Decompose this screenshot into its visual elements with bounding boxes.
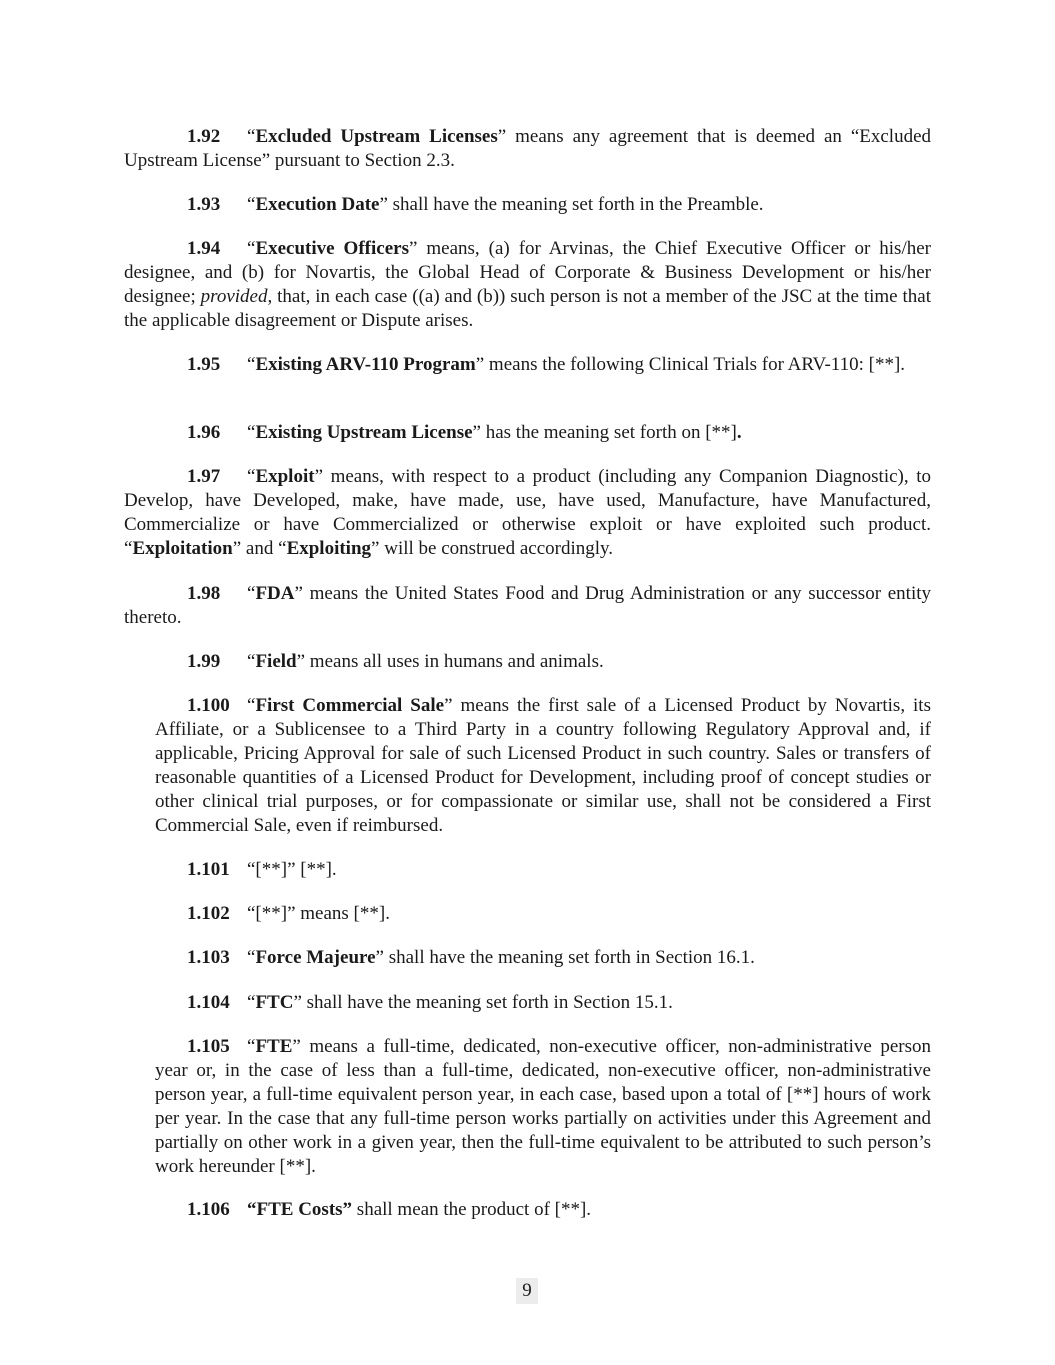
defined-term: Field xyxy=(255,651,297,672)
definition-1-96: 1.96 “Existing Upstream License” has the meaning set forth on [**]. xyxy=(187,422,742,443)
definition-1-106: 1.106 “FTE Costs” shall mean the product of [**]. xyxy=(187,1199,592,1220)
defined-term: Exploitation xyxy=(132,538,233,559)
section-number: 1.100 xyxy=(187,695,230,716)
section-number: 1.96 xyxy=(187,422,221,443)
defined-term: Exploiting xyxy=(286,538,372,559)
italic-term: provided xyxy=(200,286,268,307)
defined-term: Existing Upstream License xyxy=(255,422,473,443)
definition-1-100: 1.100 “First Commercial Sale” means the first sale of a Licensed Product by Novartis, its Affiliate, or a Sublicensee to a Third Party in a country following Regulatory Approval and, if applicable, Pricing Approval for sale of such Licensed Product in such country. Sales or transfers of reasonable quantities of a Licensed Product for Development, including proof of concept studies or other clinical trial purposes, or for compassionate or similar use, shall not be considered a First Commercial Sale, even if reimbursed. xyxy=(155,695,931,836)
section-number: 1.102 xyxy=(187,903,230,924)
definition-1-97: 1.97 “Exploit” means, with respect to a product (including any Companion Diagnostic), to Develop, have Developed, make, have made, use, have used, Manufacture, have Manufactured, Commercialize or have Commercialized or otherwise exploit or have exploited such product. “Exploitation” and “Exploiting” will be construed accordingly. xyxy=(124,466,931,559)
section-number: 1.98 xyxy=(187,583,221,604)
section-number: 1.94 xyxy=(187,238,221,259)
definition-1-93: 1.93 “Execution Date” shall have the meaning set forth in the Preamble. xyxy=(187,194,764,215)
definition-1-103: 1.103 “Force Majeure” shall have the meaning set forth in Section 16.1. xyxy=(187,947,755,968)
section-number: 1.101 xyxy=(187,859,230,880)
defined-term: FDA xyxy=(255,583,295,604)
section-number: 1.95 xyxy=(187,354,221,375)
section-number: 1.93 xyxy=(187,194,221,215)
defined-term: “FTE Costs” xyxy=(247,1199,353,1220)
section-number: 1.92 xyxy=(187,126,221,147)
definition-1-92: 1.92 “Excluded Upstream Licenses” means any agreement that is deemed an “Excluded Upstream License” pursuant to Section 2.3. xyxy=(124,126,931,171)
definition-1-101: 1.101 “[**]” [**]. xyxy=(187,859,337,880)
definition-1-95: 1.95 “Existing ARV-110 Program” means the following Clinical Trials for ARV-110: [**]. xyxy=(187,354,906,375)
definition-1-105: 1.105 “FTE” means a full-time, dedicated, non-executive officer, non-administrative person year or, in the case of less than a full-time, dedicated, non-executive officer, non-administrative person year, a full-time equivalent person year, in each case, based upon a total of [**] hours of work per year. In the case that any full-time person works partially on activities under this Agreement and partially on other work in a given year, then the full-time equivalent to be attributed to such person’s work hereunder [**]. xyxy=(155,1036,931,1177)
defined-term: Force Majeure xyxy=(255,947,376,968)
defined-term: Exploit xyxy=(255,466,315,487)
definition-1-104: 1.104 “FTC” shall have the meaning set forth in Section 15.1. xyxy=(187,992,673,1013)
defined-term: Executive Officers xyxy=(255,238,409,259)
definition-1-98: 1.98 “FDA” means the United States Food and Drug Administration or any successor entity thereto. xyxy=(124,583,931,628)
defined-term: Existing ARV-110 Program xyxy=(255,354,476,375)
definition-1-102: 1.102 “[**]” means [**]. xyxy=(187,903,390,924)
page-number: 9 xyxy=(516,1278,538,1304)
section-number: 1.106 xyxy=(187,1199,230,1220)
definition-1-94: 1.94 “Executive Officers” means, (a) for Arvinas, the Chief Executive Officer or his/her designee, and (b) for Novartis, the Global Head of Corporate & Business Development or his/her designee; provided, that, in each case ((a) and (b)) such person is not a member of the JSC at the time that the applicable disagreement or Dispute arises. xyxy=(124,238,931,331)
definition-1-99: 1.99 “Field” means all uses in humans and animals. xyxy=(187,651,604,672)
section-number: 1.99 xyxy=(187,651,221,672)
defined-term: Excluded Upstream Licenses xyxy=(255,126,498,147)
section-number: 1.103 xyxy=(187,947,230,968)
defined-term: First Commercial Sale xyxy=(255,695,445,716)
defined-term: FTC xyxy=(255,992,294,1013)
defined-term: Execution Date xyxy=(255,194,380,215)
section-number: 1.97 xyxy=(187,466,221,487)
defined-term: FTE xyxy=(255,1036,293,1057)
section-number: 1.104 xyxy=(187,992,230,1013)
section-number: 1.105 xyxy=(187,1036,230,1057)
